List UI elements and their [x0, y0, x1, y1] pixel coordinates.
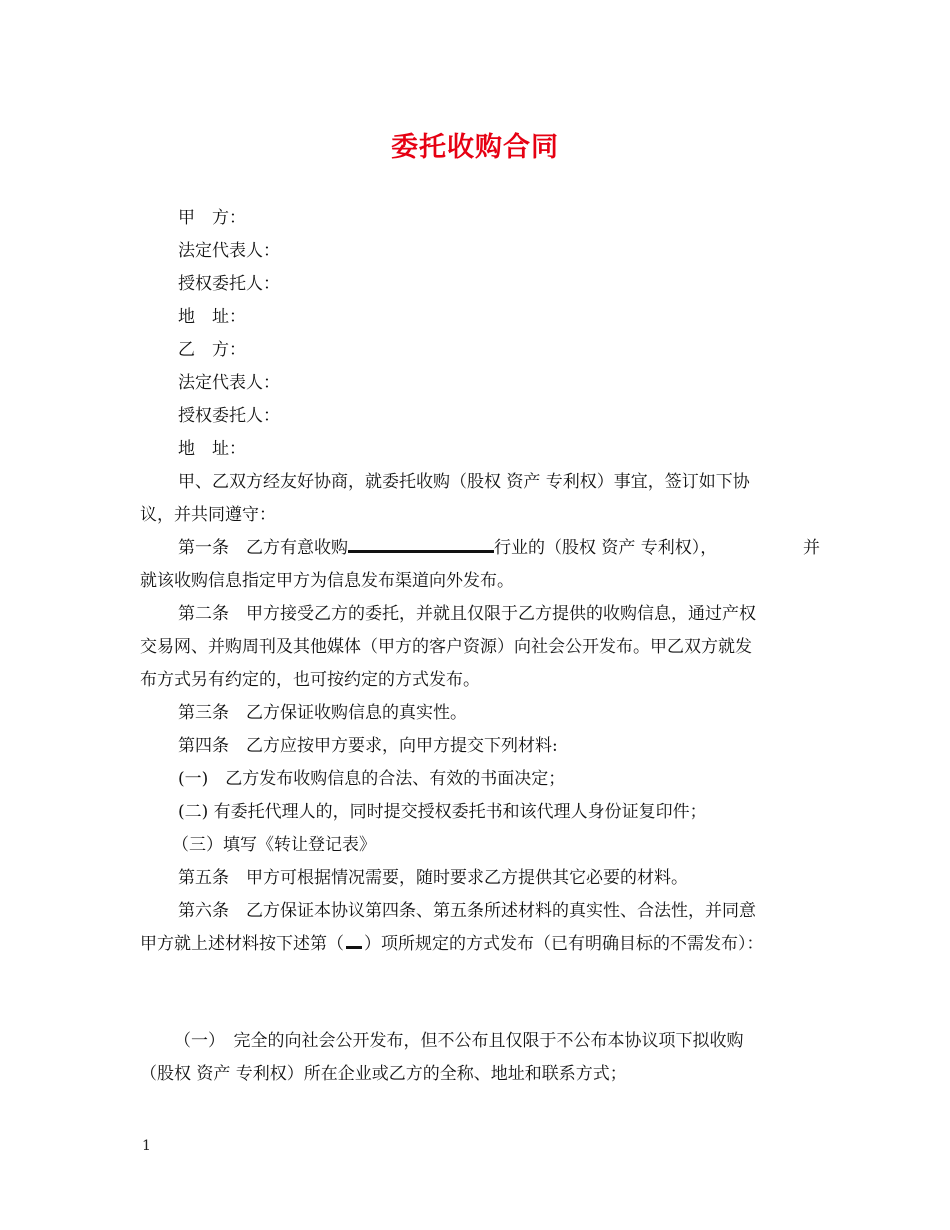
article-1-text-c: 并 [803, 538, 820, 558]
intro-line-2: 议，并共同遵守： [140, 505, 276, 525]
option-1-line-2: （股权 资产 专利权）所在企业或乙方的全称、地址和联系方式； [140, 1064, 627, 1084]
option-1-block [140, 1025, 820, 1091]
article-1-text-a: 第一条 乙方有意收购 [178, 538, 348, 558]
party-b-authorized-agent-label: 授权委托人： [178, 406, 280, 426]
article-2-line-2: 交易网、并购周刊及其他媒体（甲方的客户资源）向社会公开发布。甲乙双方就发 [140, 637, 752, 657]
article-4: 第四条 乙方应按甲方要求，向甲方提交下列材料: [178, 736, 558, 756]
article-6-line-1: 第六条 乙方保证本协议第四条、第五条所述材料的真实性、合法性，并同意 [178, 901, 756, 921]
material-item-3: （三）填写《转让登记表》 [172, 835, 376, 855]
option-1-line-1: （一） 完全的向社会公开发布，但不公布且仅限于不公布本协议项下拟收购 [174, 1031, 744, 1051]
parties-block [140, 202, 820, 961]
party-a-legal-rep-label: 法定代表人： [178, 241, 280, 261]
document-title: 委托收购合同 [391, 132, 559, 163]
article-6-line-2 [140, 928, 820, 961]
article-2-line-3: 布方式另有约定的，也可按约定的方式发布。 [140, 670, 480, 690]
intro-line-1: 甲、乙双方经友好协商，就委托收购（股权 资产 专利权）事宜，签订如下协 [178, 472, 750, 492]
party-b-address-label: 地 址： [178, 439, 246, 459]
party-a-label: 甲 方： [178, 208, 246, 228]
material-item-2: (二) 有委托代理人的，同时提交授权委托书和该代理人身份证复印件； [178, 802, 707, 822]
article-6-text-a: 甲方就上述材料按下述第（ [140, 934, 344, 954]
party-a-authorized-agent-label: 授权委托人： [178, 274, 280, 294]
party-a-address-label: 地 址： [178, 307, 246, 327]
article-1-text-b: 行业的（股权 资产 专利权）， [494, 538, 718, 558]
article-5: 第五条 甲方可根据情况需要，随时要求乙方提供其它必要的材料。 [178, 868, 688, 888]
article-6-text-b: ）项所规定的方式发布（已有明确目标的不需发布）： [364, 934, 764, 954]
party-b-legal-rep-label: 法定代表人： [178, 373, 280, 393]
party-b-label: 乙 方： [178, 340, 246, 360]
article-1-line-1 [140, 532, 820, 565]
article-3: 第三条 乙方保证收购信息的真实性。 [178, 703, 467, 723]
industry-blank [348, 536, 494, 553]
article-2-line-1: 第二条 甲方接受乙方的委托，并就且仅限于乙方提供的收购信息，通过产权 [178, 604, 756, 624]
page-number: 1 [142, 1138, 151, 1154]
option-number-blank [346, 932, 362, 949]
material-item-1: (一) 乙方发布收购信息的合法、有效的书面决定； [178, 769, 566, 789]
article-1-line-2: 就该收购信息指定甲方为信息发布渠道向外发布。 [140, 571, 514, 591]
